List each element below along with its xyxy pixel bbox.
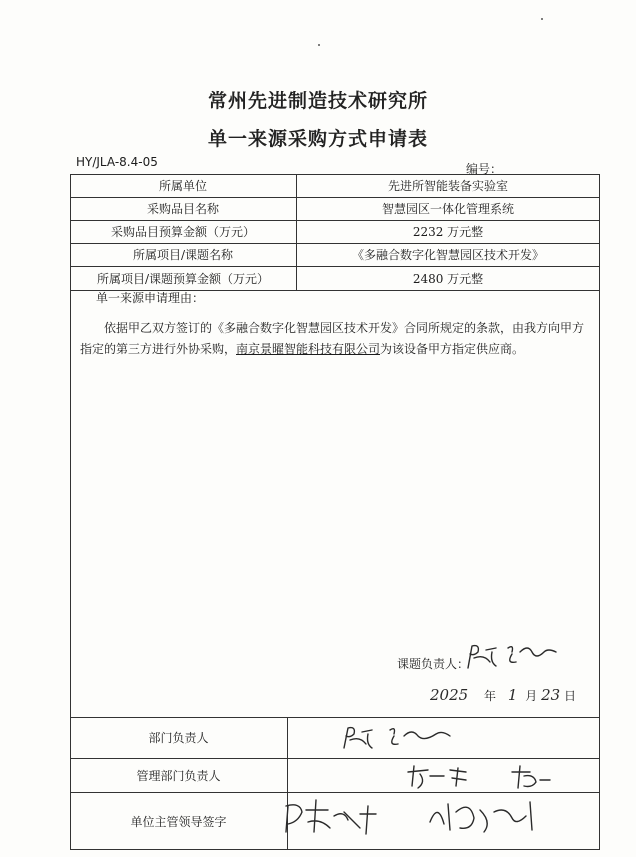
scan-speck xyxy=(318,44,320,46)
supplier-name: 南京景曜智能科技有限公司 xyxy=(236,342,381,356)
date-year: 2025 xyxy=(430,686,469,704)
scan-speck xyxy=(541,18,543,20)
item-budget-value: 2232 万元整 xyxy=(412,225,484,239)
mgmt-dept-head-signature xyxy=(404,764,564,792)
date-month-unit: 月 xyxy=(525,689,538,703)
date-year-unit: 年 xyxy=(484,689,497,703)
project-name-label: 所属项目/课题名称 xyxy=(132,248,234,262)
unit-value: 先进所智能装备实验室 xyxy=(387,179,508,193)
reason-text-after: 为该设备甲方指定供应商。 xyxy=(380,342,525,356)
project-owner-signature xyxy=(462,640,562,674)
reason-text xyxy=(80,318,595,360)
item-name-label: 采购品目名称 xyxy=(146,202,219,216)
item-name-value: 智慧园区一体化管理系统 xyxy=(381,202,514,216)
institute-title: 常州先进制造技术研究所 xyxy=(207,90,428,112)
document-number: HY/JLA-8.4-05 xyxy=(76,155,158,169)
date-day: 23 xyxy=(541,686,561,704)
project-budget-value: 2480 万元整 xyxy=(412,271,484,286)
unit-leader-label: 单位主管领导签字 xyxy=(130,814,227,829)
dept-head-signature xyxy=(340,722,470,754)
form-title: 单一来源采购方式申请表 xyxy=(207,128,428,150)
unit-leader-signatures xyxy=(280,792,580,844)
date-month: 1 xyxy=(507,686,518,704)
item-budget-label: 采购品目预算金额（万元） xyxy=(110,225,255,239)
mgmt-dept-head-label: 管理部门负责人 xyxy=(136,768,221,783)
project-name-value: 《多融合数字化智慧园区技术开发》 xyxy=(351,248,544,262)
date-day-unit: 日 xyxy=(564,689,577,703)
unit-label: 所属单位 xyxy=(158,179,207,193)
reason-label: 单一来源申请理由： xyxy=(96,291,205,305)
serial-number-label: 编号： xyxy=(466,162,503,176)
project-owner-label: 课题负责人： xyxy=(397,657,470,671)
reason-text-before: 依据甲乙双方签订的《多融合数字化智慧园区技术开发》合同所规定的条款，由我方向甲方指定的第三方进行外协采购， xyxy=(80,321,585,356)
application-date xyxy=(430,686,576,704)
dept-head-label: 部门负责人 xyxy=(148,731,209,745)
project-budget-label: 所属项目/课题预算金额（万元） xyxy=(96,271,270,286)
